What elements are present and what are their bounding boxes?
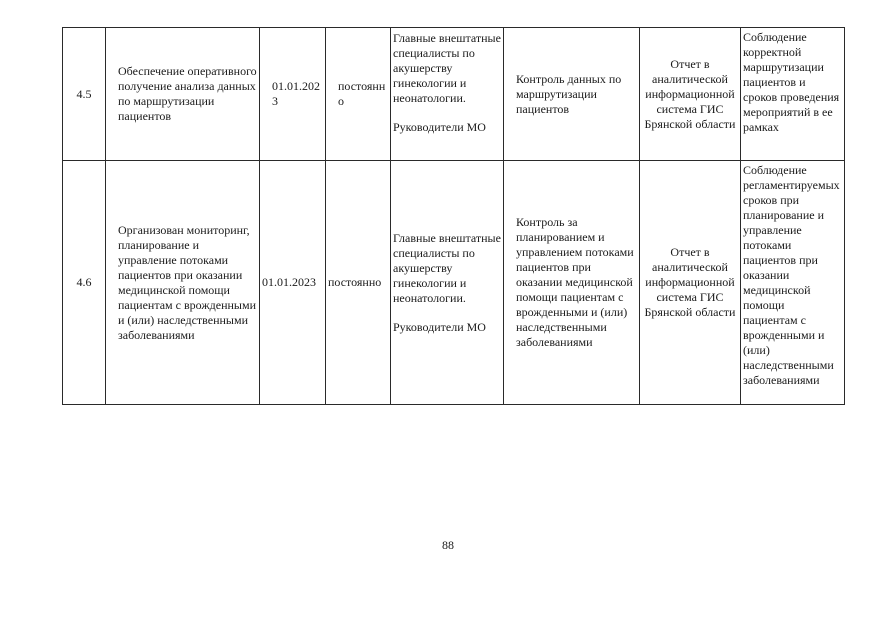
- responsible-text: Главные внештатные специалисты по акушерству гинекологии и неонатологии.: [393, 31, 501, 105]
- responsible-text-2: Руководители МО: [393, 319, 486, 334]
- responsible-cell: [391, 28, 504, 161]
- result-cell: Соблюдение корректной маршрутизации пациентов и сроков проведения мероприятий в ее рамках: [741, 28, 845, 161]
- control-cell: Контроль данных по маршрутизации пациентов: [504, 28, 640, 161]
- page-number: 88: [442, 538, 454, 552]
- responsible-text: Главные внештатные специалисты по акушерству гинекологии и неонатологии.: [393, 230, 501, 305]
- result-cell: Соблюдение регламентируемых сроков при планирование и управление потоками пациентов при оказании медицинской помощи пациентам с врожденными и (или) наследственными заболеваниями: [741, 161, 845, 405]
- measures-table: [62, 27, 845, 405]
- responsible-cell: [391, 161, 504, 405]
- report-cell: Отчет в аналитической информационной система ГИС Брянской области: [640, 161, 741, 405]
- measure-cell: Обеспечение оперативного получение анализа данных по маршрутизации пациентов: [106, 28, 260, 161]
- control-cell: Контроль за планированием и управлением потоками пациентов при оказании медицинской помощи пациентам с врожденными и (или) наследственными заболеваниями: [504, 161, 640, 405]
- date-cell: 01.01.2023: [260, 28, 326, 161]
- term-cell: постоянно: [326, 28, 391, 161]
- row-number: 4.5: [63, 28, 106, 161]
- measure-cell: Организован мониторинг, планирование и управление потоками пациентов при оказании медицинской помощи пациентам с врожденными и (или) наследственными заболеваниями: [106, 161, 260, 405]
- row-number: 4.6: [63, 161, 106, 405]
- report-cell: Отчет в аналитической информационной система ГИС Брянской области: [640, 28, 741, 161]
- table-row: [63, 28, 845, 161]
- date-cell: 01.01.2023: [260, 161, 326, 405]
- responsible-text-2: Руководители МО: [393, 120, 486, 134]
- term-cell: постоянно: [326, 161, 391, 405]
- table-row: [63, 161, 845, 405]
